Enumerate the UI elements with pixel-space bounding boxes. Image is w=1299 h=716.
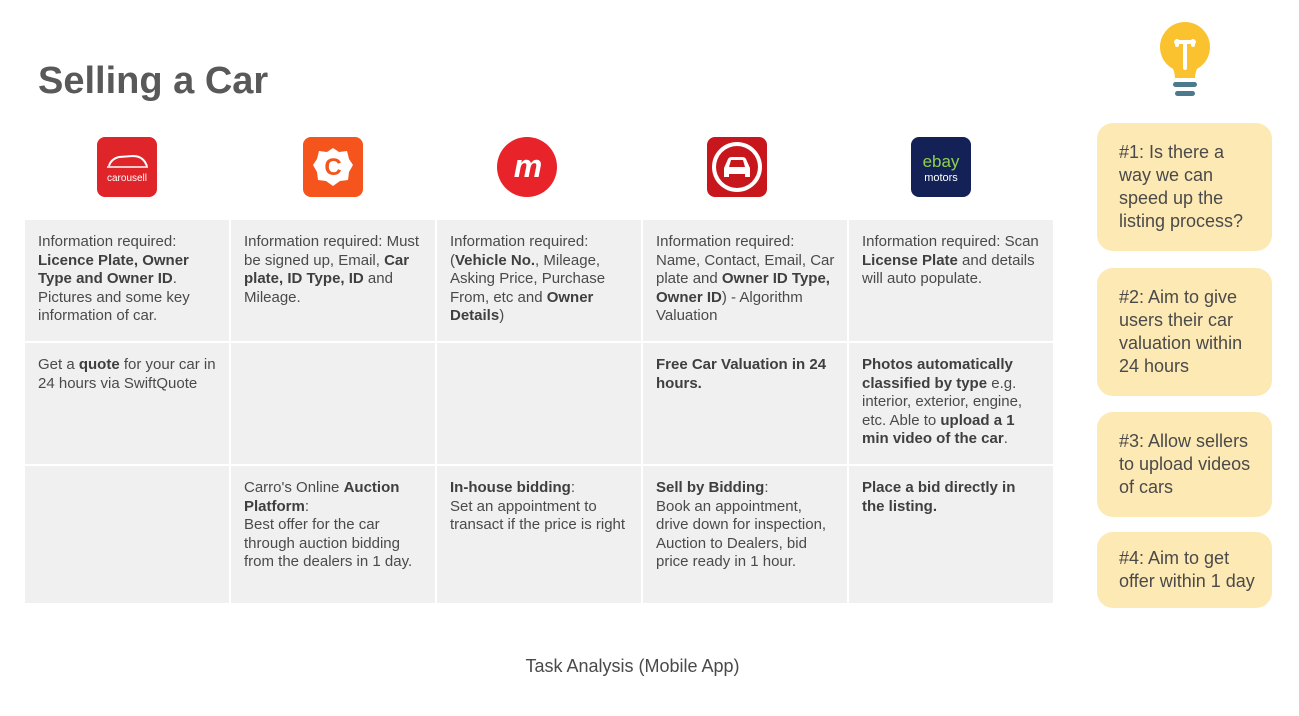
- table-cell: [231, 220, 435, 341]
- carousell-logo: [97, 137, 157, 197]
- table-cell: [231, 343, 435, 464]
- cell-text-bold: Car plate, ID Type, ID: [244, 251, 410, 288]
- cell-text-bold: quote: [78, 356, 120, 373]
- motorist-logo-text: m: [513, 148, 543, 184]
- app-logo-row: [25, 137, 1047, 199]
- cell-text: Get a: [38, 356, 79, 373]
- table-cell: [25, 220, 229, 341]
- cell-text-bold: Photos automatically classified by type: [862, 356, 1013, 392]
- cell-text: :: [570, 479, 575, 496]
- cell-text-bold: Free Car Valuation in 24 hours.: [656, 356, 827, 392]
- insight-note-3: #3: Allow sellers to upload videos of cars: [1097, 412, 1272, 517]
- cell-text: Information required: Scan: [862, 233, 1039, 250]
- table-cell: [231, 466, 435, 603]
- cell-text: and details will auto populate.: [862, 251, 1035, 288]
- car-app-logo: [707, 137, 767, 197]
- cell-text-bold: Owner ID Type, Owner ID: [656, 270, 830, 306]
- table-cell: [643, 343, 847, 464]
- cell-text: Best offer for the car through auction bidding from the dealers in 1 day.: [244, 516, 413, 571]
- cell-text: and Mileage.: [244, 270, 393, 306]
- cell-text: . Pictures and some key information of car.: [38, 270, 190, 325]
- cell-text: , Mileage, Asking Price, Purchase From, etc and: [450, 251, 606, 306]
- cell-text: Carro's Online: [244, 479, 344, 496]
- table-cell: [849, 343, 1053, 464]
- table-cell: [643, 220, 847, 341]
- cell-text: Information required: Must be signed up, Email,: [244, 233, 420, 269]
- cell-text-bold: License Plate: [862, 251, 958, 269]
- carro-logo-text: C: [324, 154, 342, 181]
- cell-text-bold: Place a bid directly in the listing.: [862, 479, 1016, 515]
- table-cell: [437, 466, 641, 603]
- comparison-table: [25, 220, 1047, 601]
- cell-text-bold: upload a 1 min video of the car: [862, 411, 1015, 448]
- cell-text: Book an appointment, drive down for inspection, Auction to Dealers, bid price ready in 1 hour.: [656, 497, 827, 571]
- cell-text-bold: In-house bidding: [450, 479, 571, 496]
- cell-text-bold: Auction Platform: [244, 479, 400, 515]
- cell-text-bold: Sell by Bidding: [656, 479, 765, 496]
- table-cell: [643, 466, 847, 603]
- cell-text-bold: Vehicle No.: [455, 251, 536, 269]
- table-cell: [437, 343, 641, 464]
- insight-note-1: #1: Is there a way we can speed up the listing process?: [1097, 123, 1272, 251]
- cell-text: ) - Algorithm Valuation: [656, 288, 803, 325]
- car-icon: [707, 137, 767, 197]
- table-cell: [25, 343, 229, 464]
- cell-text: :: [764, 479, 769, 496]
- table-cell: [849, 220, 1053, 341]
- page-title: Selling a Car: [38, 60, 269, 102]
- cell-text-bold: Owner Details: [450, 288, 594, 325]
- cell-text: for your car in 24 hours via SwiftQuote: [38, 356, 216, 392]
- table-cell: [849, 466, 1053, 603]
- cell-text: ): [499, 307, 505, 325]
- table-cell: [25, 466, 229, 603]
- ebay-motors-logo: [911, 137, 971, 197]
- cell-text: Information required: (: [450, 233, 589, 269]
- ebay-logo-text: ebay: [922, 152, 960, 171]
- insight-note-2: #2: Aim to give users their car valuation within 24 hours: [1097, 268, 1272, 396]
- slide-caption: Task Analysis (Mobile App): [525, 656, 740, 676]
- motors-logo-text: motors: [924, 172, 958, 184]
- table-cell: [437, 220, 641, 341]
- cell-text: Information required:: [38, 233, 177, 250]
- lightbulb-icon: [1156, 20, 1214, 98]
- motorist-logo: [497, 137, 557, 197]
- cell-text: e.g. interior, exterior, engine, etc. Able to: [862, 374, 1023, 429]
- cell-text-bold: Licence Plate, Owner Type and Owner ID: [38, 251, 189, 288]
- carro-logo: [303, 137, 363, 197]
- cell-text: Information required: Name, Contact, Email, Car plate and: [656, 233, 835, 288]
- cell-text: Set an appointment to transact if the price is right: [450, 497, 626, 534]
- insight-note-4: #4: Aim to get offer within 1 day: [1097, 532, 1272, 608]
- cell-text: .: [1003, 430, 1008, 448]
- carousell-logo-text: carousell: [106, 173, 148, 184]
- cell-text: :: [304, 497, 310, 515]
